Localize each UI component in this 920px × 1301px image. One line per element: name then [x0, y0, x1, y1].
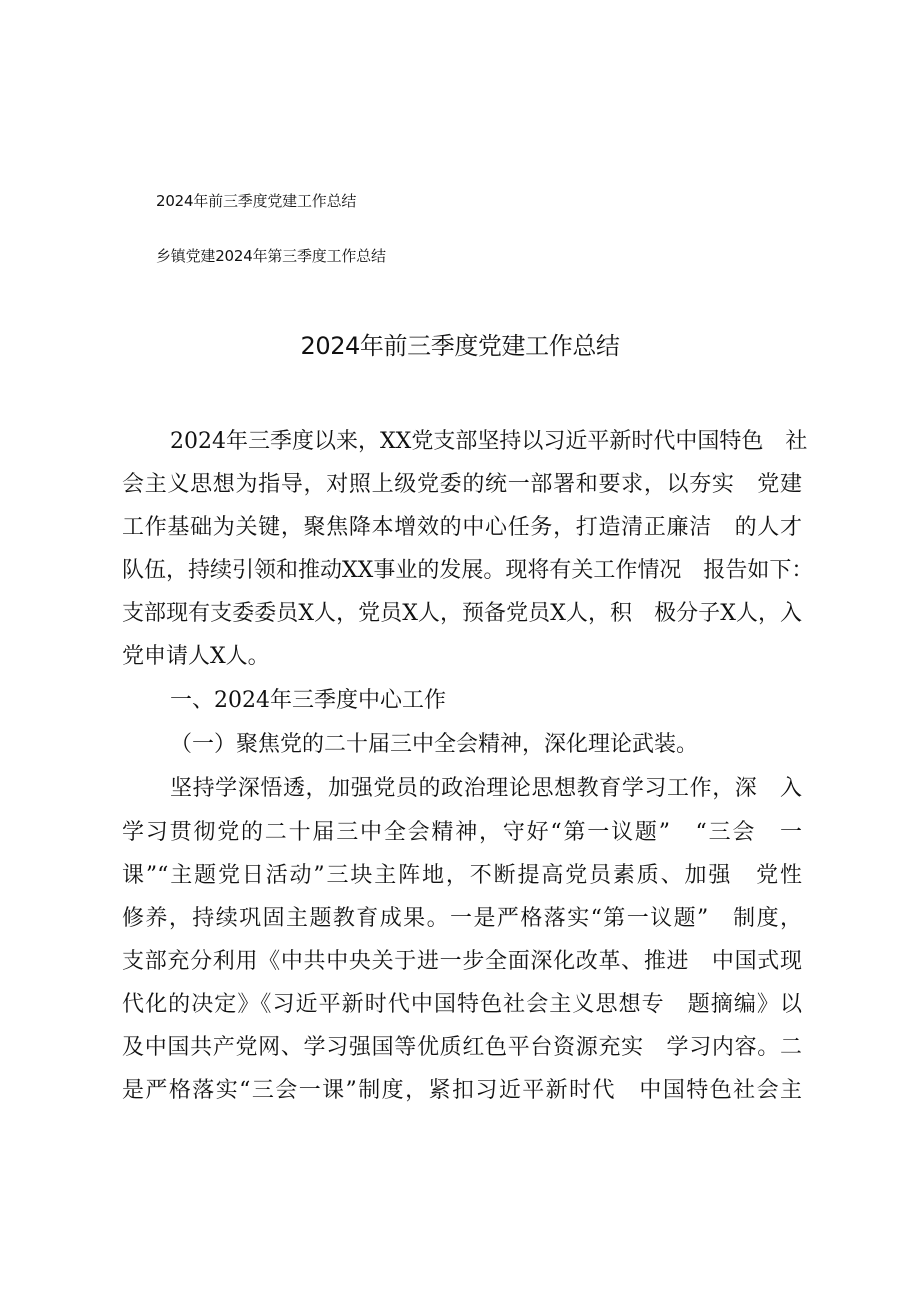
paragraph-line: 代化的决定》《习近平新时代中国特色社会主义思想专 题摘编》以	[122, 992, 802, 1017]
toc-item-2: 乡镇党建2024年第三季度工作总结	[156, 247, 386, 265]
paragraph-line: 党申请人X人。	[122, 644, 270, 669]
paragraph-line: 支部现有支委委员X人，党员X人，预备党员X人，积 极分子X人，入	[122, 601, 802, 626]
paragraph-line: 课”“主题党日活动”三块主阵地，不断提高党员素质、加强 党性	[122, 863, 802, 888]
paragraph-line: 队伍，持续引领和推动XX事业的发展。现将有关工作情况 报告如下：	[122, 558, 814, 583]
subsection-heading: （一）聚焦党的二十届三中全会精神，深化理论武装。	[170, 732, 699, 757]
paragraph-line: 学习贯彻党的二十届三中全会精神，守好“第一议题” “三会 一	[122, 820, 802, 845]
document-title: 2024年前三季度党建工作总结	[300, 332, 620, 360]
paragraph-line: 工作基础为关键，聚焦降本增效的中心任务，打造清正廉洁 的人才	[122, 515, 802, 540]
paragraph-line: 会主义思想为指导，对照上级党委的统一部署和要求，以夯实 党建	[122, 472, 802, 497]
paragraph-line: 是严格落实“三会一课”制度，紧扣习近平新时代 中国特色社会主	[122, 1078, 802, 1103]
paragraph-line: 支部充分利用《中共中央关于进一步全面深化改革、推进 中国式现	[122, 949, 802, 974]
paragraph-line: 及中国共产党网、学习强国等优质红色平台资源充实 学习内容。二	[122, 1035, 802, 1060]
paragraph-line: 2024年三季度以来，XX党支部坚持以习近平新时代中国特色 社	[170, 429, 808, 454]
paragraph-line: 修养，持续巩固主题教育成果。一是严格落实“第一议题” 制度，	[122, 906, 802, 931]
toc-item-1: 2024年前三季度党建工作总结	[156, 192, 357, 210]
paragraph-line: 坚持学深悟透，加强党员的政治理论思想教育学习工作，深 入	[170, 776, 802, 801]
document-body	[122, 0, 814, 1301]
section-heading: 一、2024年三季度中心工作	[170, 688, 446, 713]
